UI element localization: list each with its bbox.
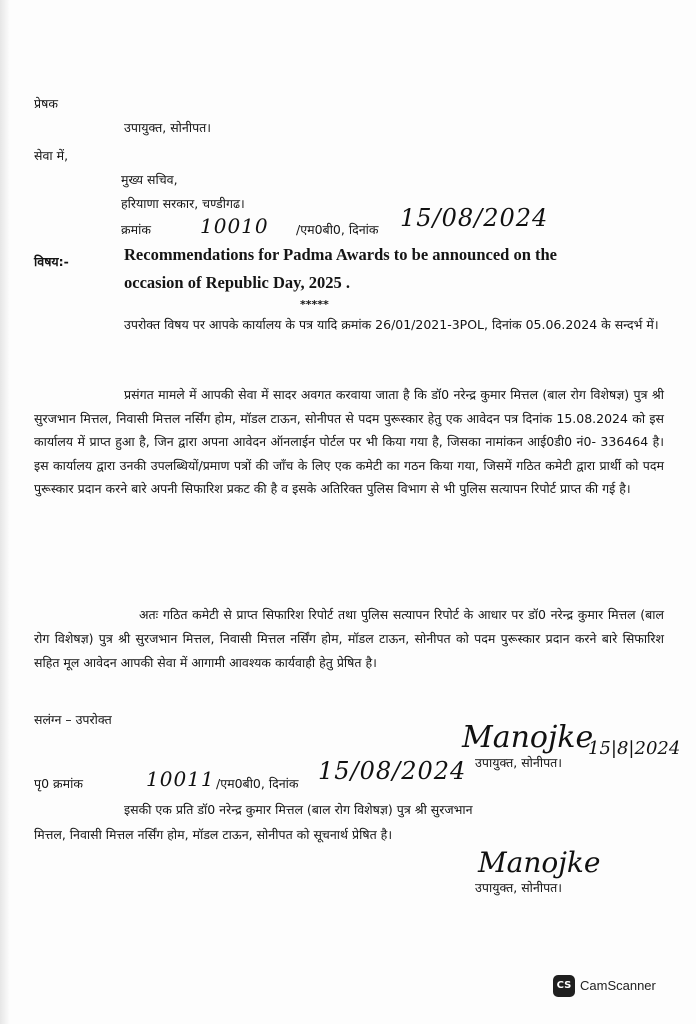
sender-name: उपायुक्त, सोनीपत।: [124, 120, 212, 135]
signature-2: Manojke: [478, 846, 601, 879]
signature-2-title: उपायुक्त, सोनीपत।: [475, 880, 563, 895]
paragraph-recommendation: अतः गठित कमेटी से प्राप्त सिफारिश रिपोर्ट तथा पुलिस सत्यापन रिपोर्ट के आधार पर डॉ0 नरेन्द्र कुमार मित्तल (बाल रोग विशेषज्ञ) पुत्र श्री सुरजभान मित्तल, निवासी मित्तल नर्सिंग होम, मॉडल टाऊन, सोनीपत को पदम पुरूस्कार प्रदान करने बारे सिफारिश सहित मूल आवेदन आपकी सेवा में आगामी आवश्यक कार्यवाही हेतु प्रेषित है।: [34, 607, 664, 670]
reference-office: /एम0बी0, दिनांक: [296, 222, 379, 237]
subject-separator: *****: [300, 298, 329, 311]
copy-line-2: मित्तल, निवासी मित्तल नर्सिंग होम, मॉडल टाऊन, सोनीपत को सूचनार्थ प्रेषित है।: [34, 827, 393, 842]
paragraph-reference: उपरोक्त विषय पर आपके कार्यालय के पत्र यादि क्रमांक 26/01/2021-3POL, दिनांक 05.06.2024 के सन्दर्भ में।: [124, 317, 659, 332]
subject-line-1: Recommendations for Padma Awards to be announced on the: [124, 245, 557, 264]
copy-reference-number-handwritten: 10011: [146, 767, 215, 791]
scan-edge-shadow: [0, 0, 10, 1024]
sender-label: प्रेषक: [34, 96, 58, 111]
recipient-label: सेवा में,: [34, 148, 69, 163]
recipient-line-2: हरियाणा सरकार, चण्डीगढ।: [121, 196, 245, 211]
camscanner-watermark: CamScanner: [580, 978, 656, 993]
subject-label: विषय:-: [34, 254, 69, 269]
camscanner-logo-icon: CS: [553, 975, 575, 997]
signature-1-date: 15|8|2024: [588, 738, 681, 759]
recipient-line-1: मुख्य सचिव,: [121, 172, 178, 187]
copy-reference-prefix: पृ0 क्रमांक: [34, 776, 83, 791]
paragraph-details: प्रसंगत मामले में आपकी सेवा में सादर अवगत करवाया जाता है कि डॉ0 नरेन्द्र कुमार मित्तल (बाल रोग विशेषज्ञ) पुत्र श्री सुरजभान मित्तल, निवासी मित्तल नर्सिंग होम, मॉडल टाऊन, सोनीपत से पदम पुरूस्कार हेतु एक आवेदन पत्र दिनांक 15.08.2024 को इस कार्यालय में प्राप्त हुआ है, जिन द्वारा अपना आवेदन ऑनलाईन पोर्टल पर भी किया गया है, जिसका नामांकन आई0डी0 नं0- 336464 है। इस कार्यालय द्वारा उनकी उपलब्धियों/प्रमाण पत्रों की जाँच के लिए एक कमेटी का गठन किया गया, जिसमें गठित कमेटी द्वारा प्रार्थी को पदम पुरूस्कार प्रदान करने बारे अपनी सिफारिश प्रकट की है व इसके अतिरिक्त पुलिस विभाग से भी पुलिस सत्यापन रिपोर्ट प्राप्त की गई है।: [34, 387, 664, 496]
signature-1-title: उपायुक्त, सोनीपत।: [475, 755, 563, 770]
subject-line-2: occasion of Republic Day, 2025 .: [124, 273, 350, 292]
copy-reference-office: /एम0बी0, दिनांक: [216, 776, 299, 791]
signature-1: Manojke: [462, 720, 594, 755]
reference-number-handwritten: 10010: [200, 214, 269, 238]
reference-date-handwritten: 15/08/2024: [400, 204, 549, 232]
reference-prefix: क्रमांक: [121, 222, 151, 237]
copy-line-1: इसकी एक प्रति डॉ0 नरेन्द्र कुमार मित्तल (बाल रोग विशेषज्ञ) पुत्र श्री सुरजभान: [124, 802, 473, 817]
enclosure-note: सलंग्न – उपरोक्त: [34, 712, 112, 727]
copy-reference-date-handwritten: 15/08/2024: [318, 757, 467, 785]
